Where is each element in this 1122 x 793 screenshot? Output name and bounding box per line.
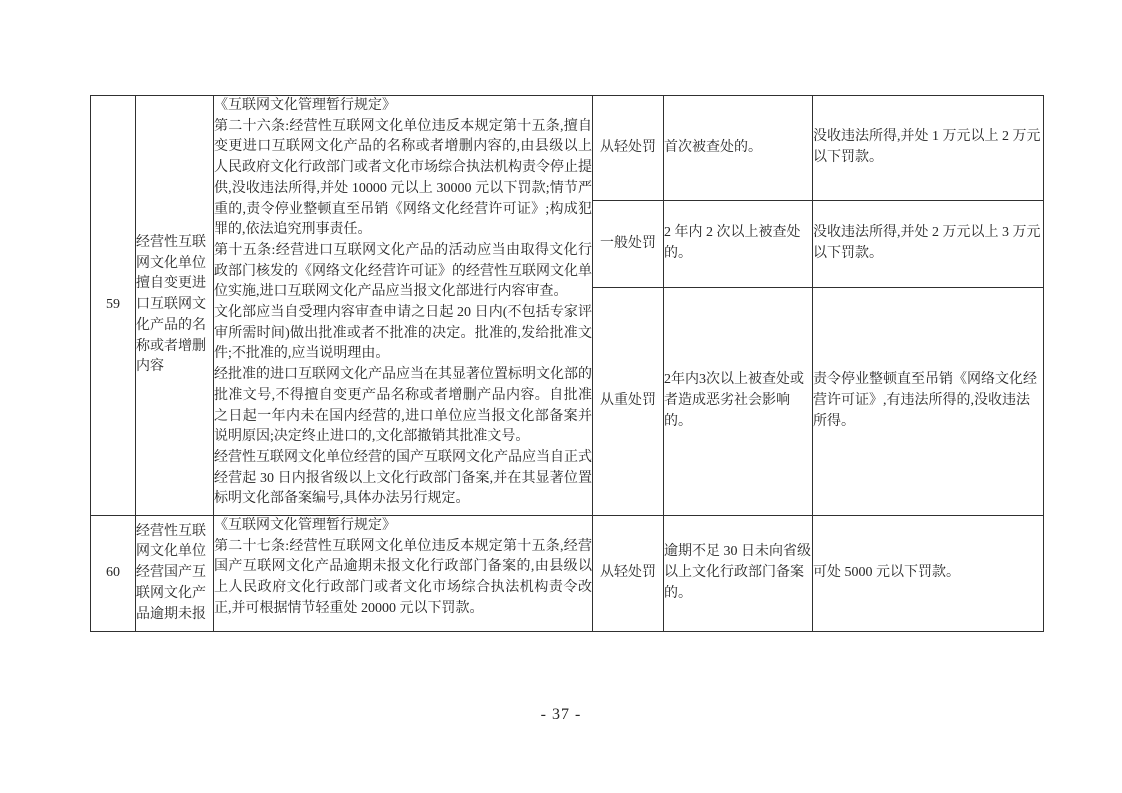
- condition-cell: 首次被查处的。: [664, 96, 813, 201]
- legal-paragraph: 经营性互联网文化单位经营的国产互联网文化产品应当自正式经营起 30 日内报省级以上文化行政部门备案,并在其显著位置标明文化部备案编号,具体办法另行规定。: [214, 449, 592, 507]
- penalty-cell: 没收违法所得,并处 2 万元以上 3 万元以下罚款。: [813, 201, 1044, 288]
- penalty-level-cell: 从重处罚: [593, 288, 664, 516]
- legal-paragraph: 《互联网文化管理暂行规定》: [214, 98, 396, 113]
- legal-paragraph: 《互联网文化管理暂行规定》: [214, 518, 396, 533]
- seq-cell: 60: [91, 516, 136, 632]
- condition-cell: 逾期不足 30 日未向省级以上文化行政部门备案的。: [664, 516, 813, 632]
- penalty-table: [90, 95, 1044, 632]
- violation-cell: 经营性互联网文化单位擅自变更进口互联网文化产品的名称或者增删内容: [136, 96, 214, 516]
- penalty-level-cell: 一般处罚: [593, 201, 664, 288]
- violation-cell: 经营性互联网文化单位经营国产互联网文化产品逾期未报: [136, 516, 214, 632]
- page-number: - 37 -: [540, 706, 582, 723]
- legal-basis-cell: [214, 96, 593, 516]
- legal-paragraph: 文化部应当自受理内容审查申请之日起 20 日内(不包括专家评审所需时间)做出批准或者不批准的决定。批准的,发给批准文件;不批准的,应当说明理由。: [214, 305, 592, 362]
- seq-cell: 59: [91, 96, 136, 516]
- legal-paragraph: 经批准的进口互联网文化产品应当在其显著位置标明文化部的批准文号,不得擅自变更产品名称或者增删产品内容。自批准之日起一年内未在国内经营的,进口单位应当报文化部备案并说明原因;决定终止进口的,文化部撤销其批准文号。: [214, 367, 592, 445]
- penalty-cell: 可处 5000 元以下罚款。: [813, 516, 1044, 632]
- table-row: [91, 96, 1044, 201]
- condition-cell: 2年内3次以上被查处或者造成恶劣社会影响的。: [664, 288, 813, 516]
- legal-basis-cell: [214, 516, 593, 632]
- penalty-level-cell: 从轻处罚: [593, 516, 664, 632]
- penalty-level-cell: 从轻处罚: [593, 96, 664, 201]
- condition-cell: 2 年内 2 次以上被查处的。: [664, 201, 813, 288]
- legal-paragraph: 第十五条:经营进口互联网文化产品的活动应当由取得文化行政部门核发的《网络文化经营许可证》的经营性互联网文化单位实施,进口互联网文化产品应当报文化部进行内容审查。: [214, 242, 592, 300]
- legal-paragraph: 第二十七条:经营性互联网文化单位违反本规定第十五条,经营国产互联网文化产品逾期未报文化行政部门备案的,由县级以上人民政府文化行政部门或者文化市场综合执法机构责令改正,并可根据情节轻重处 20000 元以下罚款。: [214, 538, 592, 616]
- legal-paragraph: 第二十六条:经营性互联网文化单位违反本规定第十五条,擅自变更进口互联网文化产品的名称或者增删内容的,由县级以上人民政府文化行政部门或者文化市场综合执法机构责令停止提供,没收违法所得,并处 10000 元以上 30000 元以下罚款;情节严重的,责令停业整顿直至吊销《网络文化经营许可证》;构成犯罪的,依法追究刑事责任。: [214, 118, 592, 238]
- table-row: [91, 516, 1044, 632]
- penalty-cell: 责令停业整顿直至吊销《网络文化经营许可证》,有违法所得的,没收违法所得。: [813, 288, 1044, 516]
- penalty-cell: 没收违法所得,并处 1 万元以上 2 万元以下罚款。: [813, 96, 1044, 201]
